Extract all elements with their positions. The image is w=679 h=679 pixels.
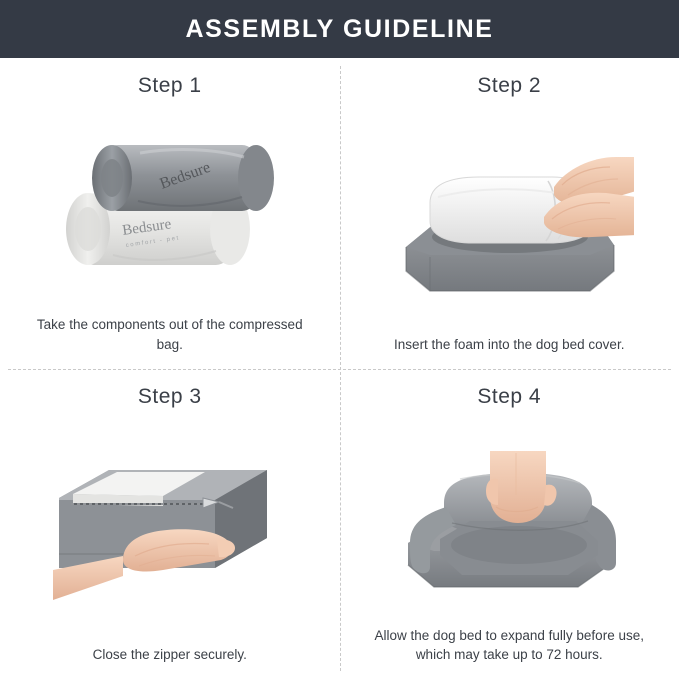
step-4-illustration [358,417,662,626]
bottom-roll-brand-label: Bedsure [121,216,172,240]
step-1-title: Step 1 [137,74,202,97]
step-2-title: Step 2 [477,74,542,97]
steps-grid [0,58,679,679]
step-cell-3 [0,369,340,679]
header-bar [0,0,679,58]
step-4-title: Step 4 [477,384,542,408]
step-2-illustration [358,106,662,335]
step-3-illustration [18,417,322,646]
step-3-title: Step 3 [137,384,202,408]
step-cell-4 [340,369,679,679]
step-1-caption: Take the components out of the compressed bag. [36,317,303,352]
step-cell-2 [340,58,679,369]
step-1-illustration [18,106,322,315]
step-2-caption: Insert the foam into the dog bed cover. [394,336,625,352]
page-title: ASSEMBLY GUIDELINE [185,14,494,43]
step-cell-1 [0,58,340,369]
top-roll-brand-label: Bedsure [157,159,213,193]
step-3-caption: Close the zipper securely. [92,647,247,663]
step-4-caption: Allow the dog bed to expand fully before use, which may take up to 72 hours. [374,627,644,663]
bottom-roll-sub-label: comfort - pet [125,235,180,250]
